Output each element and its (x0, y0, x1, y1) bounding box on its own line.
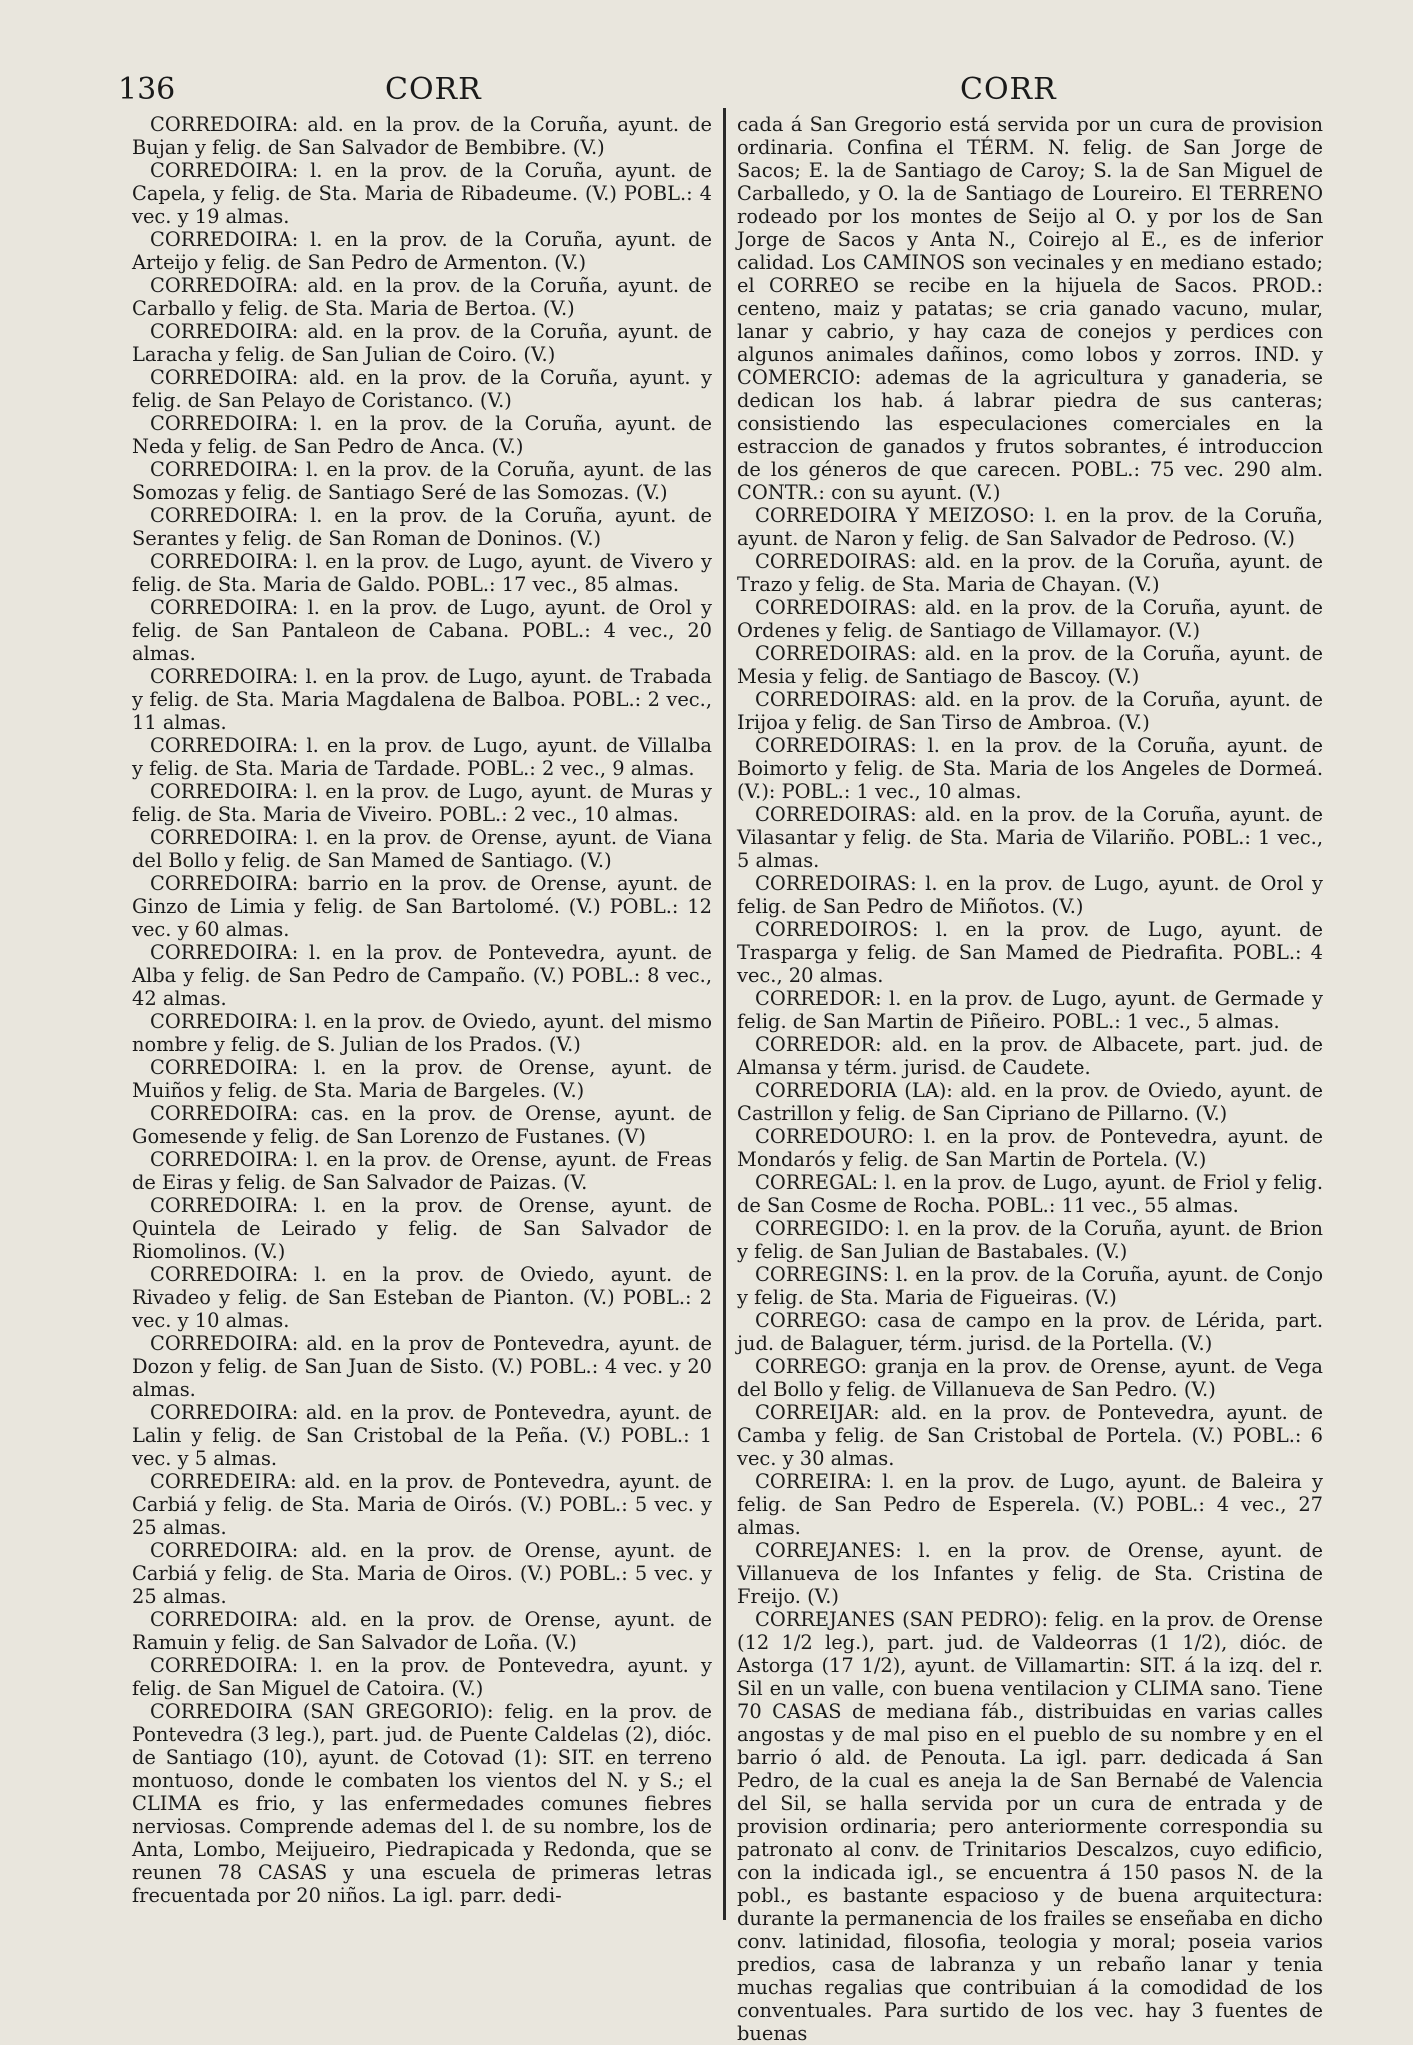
dictionary-entry (132, 412, 712, 458)
dictionary-entry (132, 1148, 712, 1194)
entry-text: : granja en la prov. de Orense, ayunt. de Vega del Bollo y felig. de Villanueva de San Pedro. (V.) (737, 1355, 1323, 1401)
entry-text: : ald. en la prov. de la Coruña, ayunt. de Laracha y felig. de San Julian de Coiro. (V.) (132, 320, 712, 366)
entry-headword: CORREDOIRA (150, 1194, 292, 1217)
dictionary-entry (737, 803, 1323, 872)
dictionary-entry (737, 504, 1323, 550)
entry-headword: CORREDOIRA (150, 550, 292, 573)
entry-headword: CORREDOIRAS (755, 596, 911, 619)
column-divider (723, 108, 726, 1920)
dictionary-entry (132, 826, 712, 872)
dictionary-entry (132, 1332, 712, 1401)
dictionary-entry (737, 642, 1323, 688)
entry-text: : ald. en la prov. de Pontevedra, ayunt. de Lalin y felig. de San Cristobal de la Peña. (V.) POBL.: 1 vec. y 5 almas. (132, 1401, 712, 1470)
dictionary-entry (737, 550, 1323, 596)
entry-headword: CORREDOIRA (150, 159, 292, 182)
entry-text: : l. en la prov. de Orense, ayunt. de Villanueva de los Infantes y felig. de Sta. Cristina de Freijo. (V.) (737, 1539, 1323, 1608)
dictionary-entry (132, 1263, 712, 1332)
entry-text: : ald. en la prov. de la Coruña, ayunt. y felig. de San Pelayo de Coristanco. (V.) (132, 366, 712, 412)
dictionary-entry (737, 1608, 1323, 2045)
dictionary-entry (737, 1539, 1323, 1608)
dictionary-entry (132, 780, 712, 826)
entry-text: : l. en la prov. de Lugo, ayunt. de Villalba y felig. de Sta. Maria de Tardade. POBL.: 2 vec., 9 almas. (132, 734, 712, 780)
right-column (737, 113, 1323, 2045)
dictionary-entry (737, 596, 1323, 642)
dictionary-entry (132, 1102, 712, 1148)
entry-headword: CORREDEIRA (150, 1470, 291, 1493)
dictionary-entry (737, 1263, 1323, 1309)
dictionary-entry (737, 688, 1323, 734)
entry-text: : l. en la prov. de la Coruña, ayunt. de Naron y felig. de San Salvador de Pedroso. (V.) (737, 504, 1323, 550)
entry-text: : ald. en la prov. de la Coruña, ayunt. de Carballo y felig. de Sta. Maria de Bertoa. (V.) (132, 274, 712, 320)
dictionary-entry (132, 665, 712, 734)
dictionary-entry (132, 550, 712, 596)
entry-headword: CORREDOIRA (150, 665, 292, 688)
entry-headword: CORREDOIROS (755, 918, 912, 941)
dictionary-entry (737, 987, 1323, 1033)
entry-text: : l. en la prov. de la Coruña, ayunt. de Conjo y felig. de Sta. Maria de Figueiras. (V.) (737, 1263, 1323, 1309)
entry-headword: CORREDOIRA (150, 596, 292, 619)
entry-headword: CORREGO (755, 1355, 861, 1378)
entry-text: : l. en la prov. de Orense, ayunt. de Viana del Bollo y felig. de San Mamed de Santiago. (V.) (132, 826, 712, 872)
dictionary-entry (737, 1033, 1323, 1079)
entry-text: : ald. en la prov. de la Coruña, ayunt. de Mesia y felig. de Santiago de Bascoy. (V.) (737, 642, 1323, 688)
dictionary-entry (132, 1700, 712, 1907)
entry-headword: CORREDOIRA (150, 1401, 292, 1424)
dictionary-entry (132, 274, 712, 320)
entry-headword: CORREDOIRA (150, 1608, 292, 1631)
entry-headword: CORREDOIRA (SAN GREGORIO) (150, 1700, 487, 1723)
entry-text: : ald. en la prov. de Oviedo, ayunt. de Castrillon y felig. de San Cipriano de Pillarno. (V.) (737, 1079, 1323, 1125)
entry-headword: CORREGIDO (755, 1217, 884, 1240)
entry-headword: CORREDOIRA (150, 412, 292, 435)
entry-text: : l. en la prov. de Oviedo, ayunt. de Rivadeo y felig. de San Esteban de Pianton. (V.) POBL.: 2 vec. y 10 almas. (132, 1263, 712, 1332)
dictionary-entry (132, 1010, 712, 1056)
entry-text: : l. en la prov. de Lugo, ayunt. de Trasparga y felig. de San Mamed de Piedrafita. POBL.: 4 vec., 20 almas. (737, 918, 1323, 987)
entry-headword: CORREDOIRA (150, 941, 292, 964)
entry-headword: CORREDOIRA (150, 366, 292, 389)
entry-text: : ald. en la prov. de Orense, ayunt. de Carbiá y felig. de Sta. Maria de Oiros. (V.) POBL.: 5 vec. y 25 almas. (132, 1539, 712, 1608)
dictionary-entry (737, 1171, 1323, 1217)
entry-headword: CORREDOIRA (150, 1010, 292, 1033)
entry-headword: CORREGAL (755, 1171, 872, 1194)
entry-headword: CORREDOIRA (150, 872, 292, 895)
entry-headword: CORREDORIA (LA) (755, 1079, 947, 1102)
entry-headword: CORREDOIRAS (755, 642, 911, 665)
dictionary-entry (132, 366, 712, 412)
entry-text: : barrio en la prov. de Orense, ayunt. de Ginzo de Limia y felig. de San Bartolomé. (V.) POBL.: 12 vec. y 60 almas. (132, 872, 712, 941)
right-running-head: CORR (960, 72, 1057, 107)
entry-text: : l. en la prov. de Lugo, ayunt. de Friol y felig. de San Cosme de Rocha. POBL.: 11 vec., 55 almas. (737, 1171, 1323, 1217)
entry-headword: CORREDOIRA (150, 1654, 292, 1677)
entry-text: : felig. en la prov. de Pontevedra (3 leg.), part. jud. de Puente Caldelas (2), dióc. de Santiago (10), ayunt. de Cotovad (1): SIT. en terreno montuoso, donde le combaten los vientos del N. y S.; el CLIMA es frio, y las enfermedades comunes fiebres nerviosas. Comprende ademas del l. de su nombre, los de Anta, Lombo, Meijueiro, Piedrapicada y Redonda, que se reunen 78 CASAS y una escuela de primeras letras frecuentada por 20 niños. La igl. parr. dedi- (132, 1700, 712, 1907)
entry-text: : ald. en la prov. de la Coruña, ayunt. de Ordenes y felig. de Santiago de Villamayor. (V.) (737, 596, 1323, 642)
dictionary-entry (132, 941, 712, 1010)
entry-text: cada á San Gregorio está servida por un cura de provision ordinaria. Confina el TÉRM. N. felig. de San Jorge de Sacos; E. la de Santiago de Caroy; S. la de San Miguel de Carballedo, y O. la de Santiago de Loureiro. El TERRENO rodeado por los montes de Seijo al O. y por los de San Jorge de Sacos y Anta N., Coirejo al E., es de inferior calidad. Los CAMINOS son vecinales y en mediano estado; el CORREO se recibe en la hijuela de Sacos. PROD.: centeno, maiz y patatas; se cria ganado vacuno, mular, lanar y cabrio, y hay caza de conejos y perdices con algunos animales dañinos, como lobos y zorros. IND. y COMERCIO: ademas de la agricultura y ganaderia, se dedican los hab. á labrar piedra de sus canteras; consistiendo las especulaciones comerciales en la estraccion de ganados y frutos sobrantes, é introduccion de los géneros de que carecen. POBL.: 75 vec. 290 alm. CONTR.: con su ayunt. (V.) (737, 113, 1323, 504)
dictionary-entry (737, 1309, 1323, 1355)
entry-headword: CORREIJAR (755, 1401, 874, 1424)
left-column (132, 113, 712, 1918)
entry-text: : ald. en la prov. de la Coruña, ayunt. de Vilasantar y felig. de Sta. Maria de Vilariño. POBL.: 1 vec., 5 almas. (737, 803, 1323, 872)
dictionary-entry (132, 1470, 712, 1539)
dictionary-entry (737, 1355, 1323, 1401)
entry-text: : l. en la prov. de Pontevedra, ayunt. y felig. de San Miguel de Catoira. (V.) (132, 1654, 712, 1700)
entry-text: : l. en la prov. de la Coruña, ayunt. de Capela, y felig. de Sta. Maria de Ribadeume. (V.) POBL.: 4 vec. y 19 almas. (132, 159, 712, 228)
entry-headword: CORREJANES (SAN PEDRO) (755, 1608, 1042, 1631)
entry-headword: CORREDOIRA (150, 113, 292, 136)
entry-headword: CORREDOURO (755, 1125, 908, 1148)
entry-headword: CORREDOIRA (150, 1148, 292, 1171)
entry-headword: CORREDOIRA (150, 734, 292, 757)
entry-headword: CORREDOIRA (150, 504, 292, 527)
entry-text: : l. en la prov. de Lugo, ayunt. de Muras y felig. de Sta. Maria de Viveiro. POBL.: 2 vec., 10 almas. (132, 780, 712, 826)
dictionary-entry (737, 113, 1323, 504)
entry-text: : felig. en la prov. de Orense (12 1/2 leg.), part. jud. de Valdeorras (1 1/2), dióc. de Astorga (17 1/2), ayunt. de Villamartin: SIT. á la izq. del r. Sil en un valle, con buena ventilacion y CLIMA sano. Tiene 70 CASAS de mediana fáb., distribuidas en varias calles angostas y de mal piso en el pueblo de su nombre y en el barrio ó ald. de Penouta. La igl. parr. dedicada á San Pedro, de la cual es aneja la de San Bernabé de Valencia del Sil, se halla servida por un cura de entrada y de provision ordinaria; pero anteriormente correspondia su patronato al conv. de Trinitarios Descalzos, cuyo edificio, con la indicada igl., se encuentra á 150 pasos N. de la pobl., es bastante espacioso y de buena arquitectura: durante la permanencia de los frailes se enseñaba en dicho conv. latinidad, filosofia, teologia y moral; poseia varios predios, casa de labranza y un rebaño lanar y tenia muchas regalias que contribuian á la comodidad de los conventuales. Para surtido de los vec. hay 3 fuentes de buenas (737, 1608, 1323, 2045)
entry-text: : l. en la prov. de Orense, ayunt. de Muiños y felig. de Sta. Maria de Bargeles. (V.) (132, 1056, 712, 1102)
entry-text: : l. en la prov. de Orense, ayunt. de Quintela de Leirado y felig. de San Salvador de Riomolinos. (V.) (132, 1194, 712, 1263)
dictionary-entry (132, 596, 712, 665)
entry-headword: CORREGINS (755, 1263, 883, 1286)
dictionary-entry (132, 872, 712, 941)
entry-text: : l. en la prov. de la Coruña, ayunt. de las Somozas y felig. de Santiago Seré de las Somozas. (V.) (132, 458, 712, 504)
entry-headword: CORREDOIRA (150, 1056, 292, 1079)
page-header (0, 70, 1413, 110)
entry-headword: CORREDOIRA (150, 826, 292, 849)
entry-headword: CORREDOIRA Y MEIZOSO (755, 504, 1029, 527)
entry-text: : l. en la prov. de Lugo, ayunt. de Trabada y felig. de Sta. Maria Magdalena de Balboa. POBL.: 2 vec., 11 almas. (132, 665, 712, 734)
entry-headword: CORREDOIRA (150, 1102, 292, 1125)
dictionary-entry (737, 918, 1323, 987)
dictionary-entry (132, 504, 712, 550)
dictionary-entry (737, 872, 1323, 918)
entry-text: : l. en la prov. de la Coruña, ayunt. de Arteijo y felig. de San Pedro de Armenton. (V.) (132, 228, 712, 274)
dictionary-entry (132, 1194, 712, 1263)
dictionary-entry (737, 1217, 1323, 1263)
entry-headword: CORREGO (755, 1309, 861, 1332)
dictionary-entry (737, 1079, 1323, 1125)
entry-text: : ald. en la prov. de Pontevedra, ayunt. de Camba y felig. de San Cristobal de Portela. (V.) POBL.: 6 vec. y 30 almas. (737, 1401, 1323, 1470)
dictionary-entry (132, 1654, 712, 1700)
entry-text: : l. en la prov. de Lugo, ayunt. de Orol y felig. de San Pantaleon de Cabana. POBL.: 4 vec., 20 almas. (132, 596, 712, 665)
entry-text: : l. en la prov. de Lugo, ayunt. de Vivero y felig. de Sta. Maria de Galdo. POBL.: 17 vec., 85 almas. (132, 550, 712, 596)
entry-headword: CORREDOR (755, 987, 876, 1010)
entry-text: : l. en la prov. de la Coruña, ayunt. de Boimorto y felig. de Sta. Maria de los Angeles de Dormeá. (V.): POBL.: 1 vec., 10 almas. (737, 734, 1323, 803)
dictionary-entry (132, 1056, 712, 1102)
entry-headword: CORREDOIRAS (755, 688, 911, 711)
dictionary-entry (132, 458, 712, 504)
left-running-head: CORR (385, 72, 482, 107)
entry-text: : casa de campo en la prov. de Lérida, part. jud. de Balaguer, térm. jurisd. de la Portella. (V.) (737, 1309, 1323, 1355)
entry-text: : l. en la prov. de la Coruña, ayunt. de Neda y felig. de San Pedro de Anca. (V.) (132, 412, 712, 458)
entry-headword: CORREDOIRA (150, 1263, 292, 1286)
entry-text: : ald. en la prov. de Orense, ayunt. de Ramuin y felig. de San Salvador de Loña. (V.) (132, 1608, 712, 1654)
dictionary-entry (132, 228, 712, 274)
dictionary-entry (132, 1539, 712, 1608)
dictionary-entry (132, 320, 712, 366)
dictionary-entry (737, 1401, 1323, 1470)
entry-headword: CORREDOIRAS (755, 872, 911, 895)
entry-headword: CORREDOIRA (150, 274, 292, 297)
entry-text: : ald. en la prov. de Pontevedra, ayunt. de Carbiá y felig. de Sta. Maria de Oirós. (V.) POBL.: 5 vec. y 25 almas. (132, 1470, 712, 1539)
entry-headword: CORREDOIRA (150, 1332, 292, 1355)
entry-text: : ald. en la prov. de la Coruña, ayunt. de Bujan y felig. de San Salvador de Bembibre. (V.) (132, 113, 712, 159)
dictionary-entry (132, 1608, 712, 1654)
dictionary-entry (132, 734, 712, 780)
entry-text: : l. en la prov. de Oviedo, ayunt. del mismo nombre y felig. de S. Julian de los Prados. (V.) (132, 1010, 712, 1056)
entry-text: : l. en la prov. de la Coruña, ayunt. de Brion y felig. de San Julian de Bastabales. (V.) (737, 1217, 1323, 1263)
entry-headword: CORREDOR (755, 1033, 876, 1056)
entry-headword: CORREDOIRAS (755, 550, 911, 573)
entry-text: : cas. en la prov. de Orense, ayunt. de Gomesende y felig. de San Lorenzo de Fustanes. (V) (132, 1102, 712, 1148)
entry-text: : l. en la prov. de Lugo, ayunt. de Baleira y felig. de San Pedro de Esperela. (V.) POBL.: 4 vec., 27 almas. (737, 1470, 1323, 1539)
entry-headword: CORREDOIRAS (755, 734, 911, 757)
dictionary-entry (737, 1125, 1323, 1171)
entry-text: : ald. en la prov. de la Coruña, ayunt. de Irijoa y felig. de San Tirso de Ambroa. (V.) (737, 688, 1323, 734)
entry-text: : l. en la prov. de Orense, ayunt. de Freas de Eiras y felig. de San Salvador de Paizas. (V. (132, 1148, 712, 1194)
entry-text: : l. en la prov. de Lugo, ayunt. de Germade y felig. de San Martin de Piñeiro. POBL.: 1 vec., 5 almas. (737, 987, 1323, 1033)
entry-text: : l. en la prov. de Pontevedra, ayunt. de Alba y felig. de San Pedro de Campaño. (V.) POBL.: 8 vec., 42 almas. (132, 941, 712, 1010)
dictionary-entry (132, 159, 712, 228)
dictionary-entry (737, 734, 1323, 803)
entry-headword: CORREDOIRA (150, 320, 292, 343)
dictionary-entry (132, 113, 712, 159)
entry-headword: CORREDOIRA (150, 228, 292, 251)
entry-headword: CORREDOIRAS (755, 803, 911, 826)
entry-text: : ald. en la prov. de Albacete, part. jud. de Almansa y térm. jurisd. de Caudete. (737, 1033, 1323, 1079)
dictionary-entry (132, 1401, 712, 1470)
entry-text: : l. en la prov. de la Coruña, ayunt. de Serantes y felig. de San Roman de Doninos. (V.) (132, 504, 712, 550)
entry-headword: CORREJANES (755, 1539, 896, 1562)
entry-text: : l. en la prov. de Lugo, ayunt. de Orol y felig. de San Pedro de Miñotos. (V.) (737, 872, 1323, 918)
entry-text: : ald. en la prov. de la Coruña, ayunt. de Trazo y felig. de Sta. Maria de Chayan. (V.) (737, 550, 1323, 596)
entry-text: : ald. en la prov de Pontevedra, ayunt. de Dozon y felig. de San Juan de Sisto. (V.) POBL.: 4 vec. y 20 almas. (132, 1332, 712, 1401)
entry-headword: CORREIRA (755, 1470, 866, 1493)
page-number: 136 (118, 72, 176, 107)
entry-headword: CORREDOIRA (150, 780, 292, 803)
entry-headword: CORREDOIRA (150, 458, 292, 481)
entry-headword: CORREDOIRA (150, 1539, 292, 1562)
entry-text: : l. en la prov. de Pontevedra, ayunt. de Mondarós y felig. de San Martin de Portela. (V.) (737, 1125, 1323, 1171)
dictionary-entry (737, 1470, 1323, 1539)
